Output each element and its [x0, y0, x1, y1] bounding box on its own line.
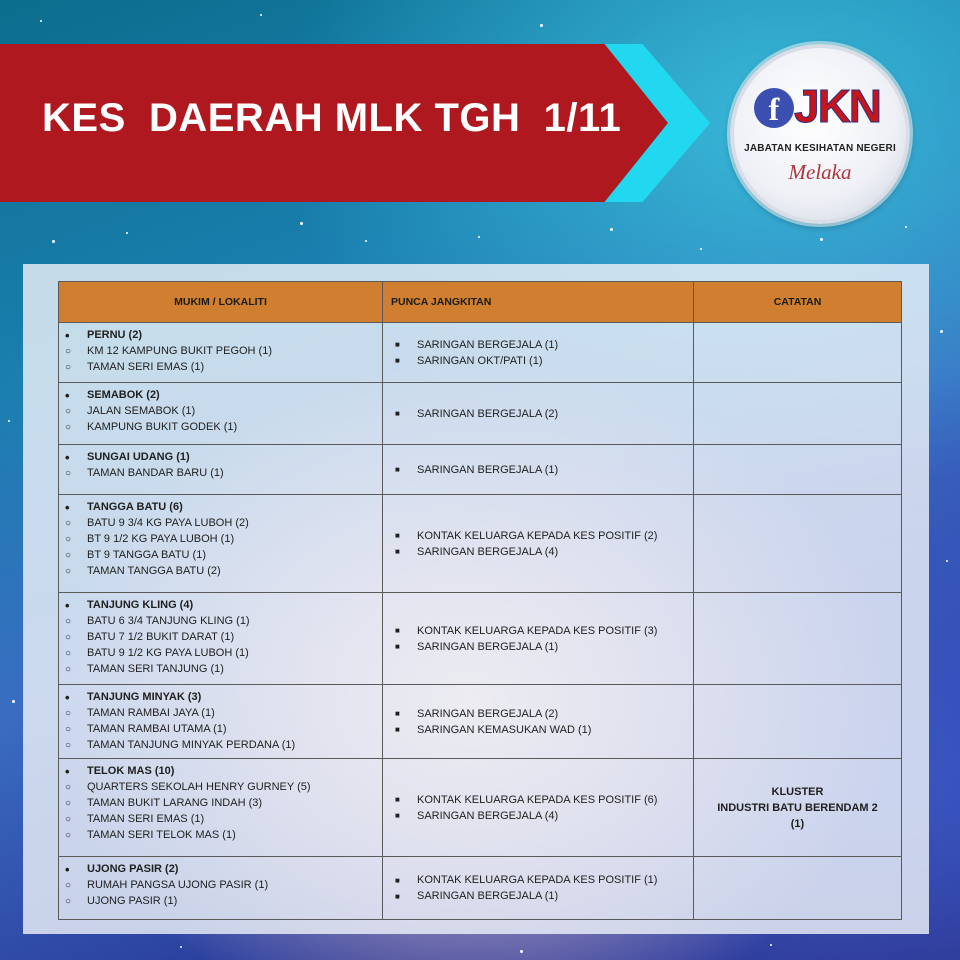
bullet-square-icon: ■: [395, 531, 400, 540]
bullet-square-icon: ■: [395, 725, 400, 734]
locality-name: TAMAN SERI TANJUNG (1): [87, 663, 224, 675]
source-text: SARINGAN BERGEJALA (1): [417, 338, 559, 351]
note-cell: [694, 445, 902, 495]
source-text: SARINGAN BERGEJALA (2): [417, 707, 559, 720]
source-item: [389, 623, 687, 639]
mukim-item: [65, 327, 376, 343]
mukim-name: TANJUNG MINYAK (3): [87, 691, 202, 703]
star: [180, 946, 182, 948]
source-cell: [383, 495, 694, 593]
bullet-square-icon: ■: [395, 409, 400, 418]
table-row: [59, 685, 902, 759]
jkn-logo: [730, 44, 910, 224]
bullet-dot-icon: •: [65, 689, 70, 705]
note-cell: [694, 593, 902, 685]
bullet-square-icon: ■: [395, 709, 400, 718]
bullet-square-icon: ■: [395, 795, 400, 804]
table-header-row: [59, 282, 902, 323]
mukim-item: [65, 449, 376, 465]
locality-item: [65, 531, 376, 547]
source-text: SARINGAN BERGEJALA (2): [417, 407, 559, 420]
star: [820, 238, 823, 241]
locality-item: [65, 563, 376, 579]
locality-name: BATU 7 1/2 BUKIT DARAT (1): [87, 631, 235, 643]
source-item: [389, 462, 687, 478]
mukim-item: [65, 861, 376, 877]
star: [700, 248, 702, 250]
bullet-circle-icon: ○: [65, 467, 72, 479]
locality-name: TAMAN SERI TELOK MAS (1): [87, 829, 236, 841]
note-cell: [694, 685, 902, 759]
mukim-name: SEMABOK (2): [87, 389, 160, 401]
bullet-dot-icon: •: [65, 327, 70, 343]
locality-item: [65, 795, 376, 811]
locality-name: TAMAN BUKIT LARANG INDAH (3): [87, 797, 263, 809]
locality-name: RUMAH PANGSA UJONG PASIR (1): [87, 879, 269, 891]
star: [365, 240, 367, 242]
mukim-item: [65, 689, 376, 705]
locality-name: UJONG PASIR (1): [87, 895, 178, 907]
source-item: [389, 872, 687, 888]
locality-name: KAMPUNG BUKIT GODEK (1): [87, 421, 238, 433]
mukim-name: SUNGAI UDANG (1): [87, 451, 190, 463]
bullet-circle-icon: ○: [65, 707, 72, 719]
locality-item: [65, 645, 376, 661]
bullet-circle-icon: ○: [65, 631, 72, 643]
source-text: SARINGAN BERGEJALA (4): [417, 809, 559, 822]
bullet-circle-icon: ○: [65, 517, 72, 529]
column-header-mukim: MUKIM / LOKALITI: [59, 282, 383, 323]
source-item: [389, 808, 687, 824]
locality-name: JALAN SEMABOK (1): [87, 405, 196, 417]
table-row: [59, 445, 902, 495]
mukim-cell: [59, 857, 383, 920]
locality-item: [65, 893, 376, 909]
star: [12, 700, 15, 703]
locality-item: [65, 827, 376, 843]
star: [905, 226, 907, 228]
table-row: [59, 857, 902, 920]
source-item: [389, 353, 687, 369]
table-row: [59, 495, 902, 593]
source-text: SARINGAN KEMASUKAN WAD (1): [417, 723, 592, 736]
star: [126, 232, 128, 234]
source-text: SARINGAN BERGEJALA (4): [417, 545, 559, 558]
page-title: KES DAERAH MLK TGH 1/11: [42, 96, 622, 140]
locality-item: [65, 465, 376, 481]
table-row: [59, 383, 902, 445]
bullet-circle-icon: ○: [65, 797, 72, 809]
bullet-circle-icon: ○: [65, 421, 72, 433]
locality-name: TAMAN TANGGA BATU (2): [87, 565, 221, 577]
source-item: [389, 544, 687, 560]
bullet-circle-icon: ○: [65, 813, 72, 825]
locality-name: TAMAN SERI EMAS (1): [87, 361, 205, 373]
note-cell: [694, 857, 902, 920]
star: [946, 560, 948, 562]
bullet-circle-icon: ○: [65, 723, 72, 735]
source-text: KONTAK KELUARGA KEPADA KES POSITIF (3): [417, 624, 658, 637]
source-item: [389, 722, 687, 738]
column-header-source: PUNCA JANGKITAN: [383, 282, 694, 323]
mukim-cell: [59, 383, 383, 445]
locality-item: [65, 661, 376, 677]
mukim-item: [65, 597, 376, 613]
source-text: SARINGAN BERGEJALA (1): [417, 890, 559, 902]
table-row: [59, 593, 902, 685]
star: [770, 944, 772, 946]
locality-item: [65, 403, 376, 419]
mukim-cell: [59, 495, 383, 593]
source-text: SARINGAN BERGEJALA (1): [417, 640, 559, 653]
star: [610, 228, 613, 231]
locality-name: BT 9 TANGGA BATU (1): [87, 549, 206, 561]
mukim-name: TANGGA BATU (6): [87, 501, 183, 513]
source-item: [389, 406, 687, 422]
locality-item: [65, 547, 376, 563]
bullet-circle-icon: ○: [65, 565, 72, 577]
locality-name: BATU 6 3/4 TANJUNG KLING (1): [87, 615, 250, 627]
column-header-note: CATATAN: [694, 282, 902, 323]
bullet-circle-icon: ○: [65, 647, 72, 659]
locality-name: TAMAN RAMBAI JAYA (1): [87, 707, 215, 719]
logo-acronym: JKN: [794, 80, 881, 132]
mukim-cell: [59, 759, 383, 857]
star: [300, 222, 303, 225]
star: [40, 20, 42, 22]
mukim-name: TELOK MAS (10): [87, 765, 175, 777]
bullet-dot-icon: •: [65, 499, 70, 515]
bullet-circle-icon: ○: [65, 739, 72, 751]
source-item: [389, 706, 687, 722]
locality-name: TAMAN SERI EMAS (1): [87, 813, 205, 825]
bullet-square-icon: ■: [395, 340, 400, 349]
source-text: KONTAK KELUARGA KEPADA KES POSITIF (6): [417, 793, 658, 806]
source-cell: [383, 759, 694, 857]
locality-name: QUARTERS SEKOLAH HENRY GURNEY (5): [87, 781, 311, 793]
source-cell: [383, 383, 694, 445]
mukim-item: [65, 499, 376, 515]
mukim-cell: [59, 323, 383, 383]
source-text: KONTAK KELUARGA KEPADA KES POSITIF (2): [417, 529, 658, 542]
locality-name: TAMAN BANDAR BARU (1): [87, 467, 224, 479]
source-cell: [383, 685, 694, 759]
bullet-square-icon: ■: [395, 811, 400, 820]
star: [520, 950, 523, 953]
mukim-name: TANJUNG KLING (4): [87, 599, 194, 611]
source-text: SARINGAN OKT/PATI (1): [417, 354, 543, 367]
locality-item: [65, 343, 376, 359]
note-cell: [694, 759, 902, 857]
bullet-circle-icon: ○: [65, 781, 72, 793]
locality-name: KM 12 KAMPUNG BUKIT PEGOH (1): [87, 345, 273, 357]
mukim-name: UJONG PASIR (2): [87, 863, 179, 875]
bullet-dot-icon: •: [65, 449, 70, 465]
bullet-square-icon: ■: [395, 891, 400, 901]
source-item: [389, 888, 687, 904]
cases-table: [58, 281, 902, 920]
note-cell: [694, 495, 902, 593]
locality-name: BATU 9 3/4 KG PAYA LUBOH (2): [87, 517, 249, 529]
bullet-square-icon: ■: [395, 356, 400, 365]
table-body: [59, 323, 902, 920]
bullet-dot-icon: •: [65, 597, 70, 613]
logo-script: Melaka: [788, 160, 852, 184]
logo-subtitle: JABATAN KESIHATAN NEGERI: [744, 143, 896, 154]
locality-item: [65, 613, 376, 629]
bullet-circle-icon: ○: [65, 345, 72, 357]
star: [8, 420, 10, 422]
mukim-cell: [59, 445, 383, 495]
table-row: [59, 759, 902, 857]
bullet-circle-icon: ○: [65, 615, 72, 627]
source-item: [389, 639, 687, 655]
locality-item: [65, 721, 376, 737]
source-cell: [383, 323, 694, 383]
mukim-cell: [59, 685, 383, 759]
source-item: [389, 528, 687, 544]
source-text: KONTAK KELUARGA KEPADA KES POSITIF (1): [417, 874, 658, 886]
star: [940, 330, 943, 333]
source-item: [389, 792, 687, 808]
locality-item: [65, 515, 376, 531]
note-line: KLUSTER: [771, 785, 824, 798]
locality-name: BT 9 1/2 KG PAYA LUBOH (1): [87, 533, 235, 545]
bullet-dot-icon: •: [65, 387, 70, 403]
note-line: INDUSTRI BATU BERENDAM 2: [717, 801, 878, 814]
locality-item: [65, 779, 376, 795]
bullet-circle-icon: ○: [65, 549, 72, 561]
source-item: [389, 337, 687, 353]
mukim-cell: [59, 593, 383, 685]
bullet-dot-icon: •: [65, 861, 70, 877]
star: [260, 14, 262, 16]
mukim-item: [65, 763, 376, 779]
source-cell: [383, 593, 694, 685]
mukim-item: [65, 387, 376, 403]
note-cell: [694, 323, 902, 383]
bullet-circle-icon: ○: [65, 405, 72, 417]
locality-item: [65, 705, 376, 721]
bullet-square-icon: ■: [395, 465, 400, 474]
bullet-square-icon: ■: [395, 875, 400, 885]
bullet-circle-icon: ○: [65, 829, 72, 841]
source-cell: [383, 445, 694, 495]
locality-item: [65, 877, 376, 893]
source-text: SARINGAN BERGEJALA (1): [417, 463, 559, 476]
locality-item: [65, 811, 376, 827]
locality-item: [65, 419, 376, 435]
note-line: (1): [790, 817, 805, 830]
table-row: [59, 323, 902, 383]
bullet-circle-icon: ○: [65, 533, 72, 545]
locality-item: [65, 629, 376, 645]
locality-name: TAMAN TANJUNG MINYAK PERDANA (1): [87, 739, 296, 751]
bullet-square-icon: ■: [395, 626, 400, 635]
star: [52, 240, 55, 243]
bullet-square-icon: ■: [395, 547, 400, 556]
locality-name: TAMAN RAMBAI UTAMA (1): [87, 723, 227, 735]
bullet-circle-icon: ○: [65, 361, 72, 373]
source-cell: [383, 857, 694, 920]
locality-name: BATU 9 1/2 KG PAYA LUBOH (1): [87, 647, 249, 659]
locality-item: [65, 737, 376, 753]
star: [478, 236, 480, 238]
bullet-circle-icon: ○: [65, 879, 72, 891]
star: [540, 24, 543, 27]
bullet-square-icon: ■: [395, 642, 400, 651]
bullet-dot-icon: •: [65, 763, 70, 779]
bullet-circle-icon: ○: [65, 663, 72, 675]
note-cell: [694, 383, 902, 445]
mukim-name: PERNU (2): [87, 329, 143, 341]
facebook-icon: f: [754, 88, 794, 128]
locality-item: [65, 359, 376, 375]
bullet-circle-icon: ○: [65, 895, 72, 907]
